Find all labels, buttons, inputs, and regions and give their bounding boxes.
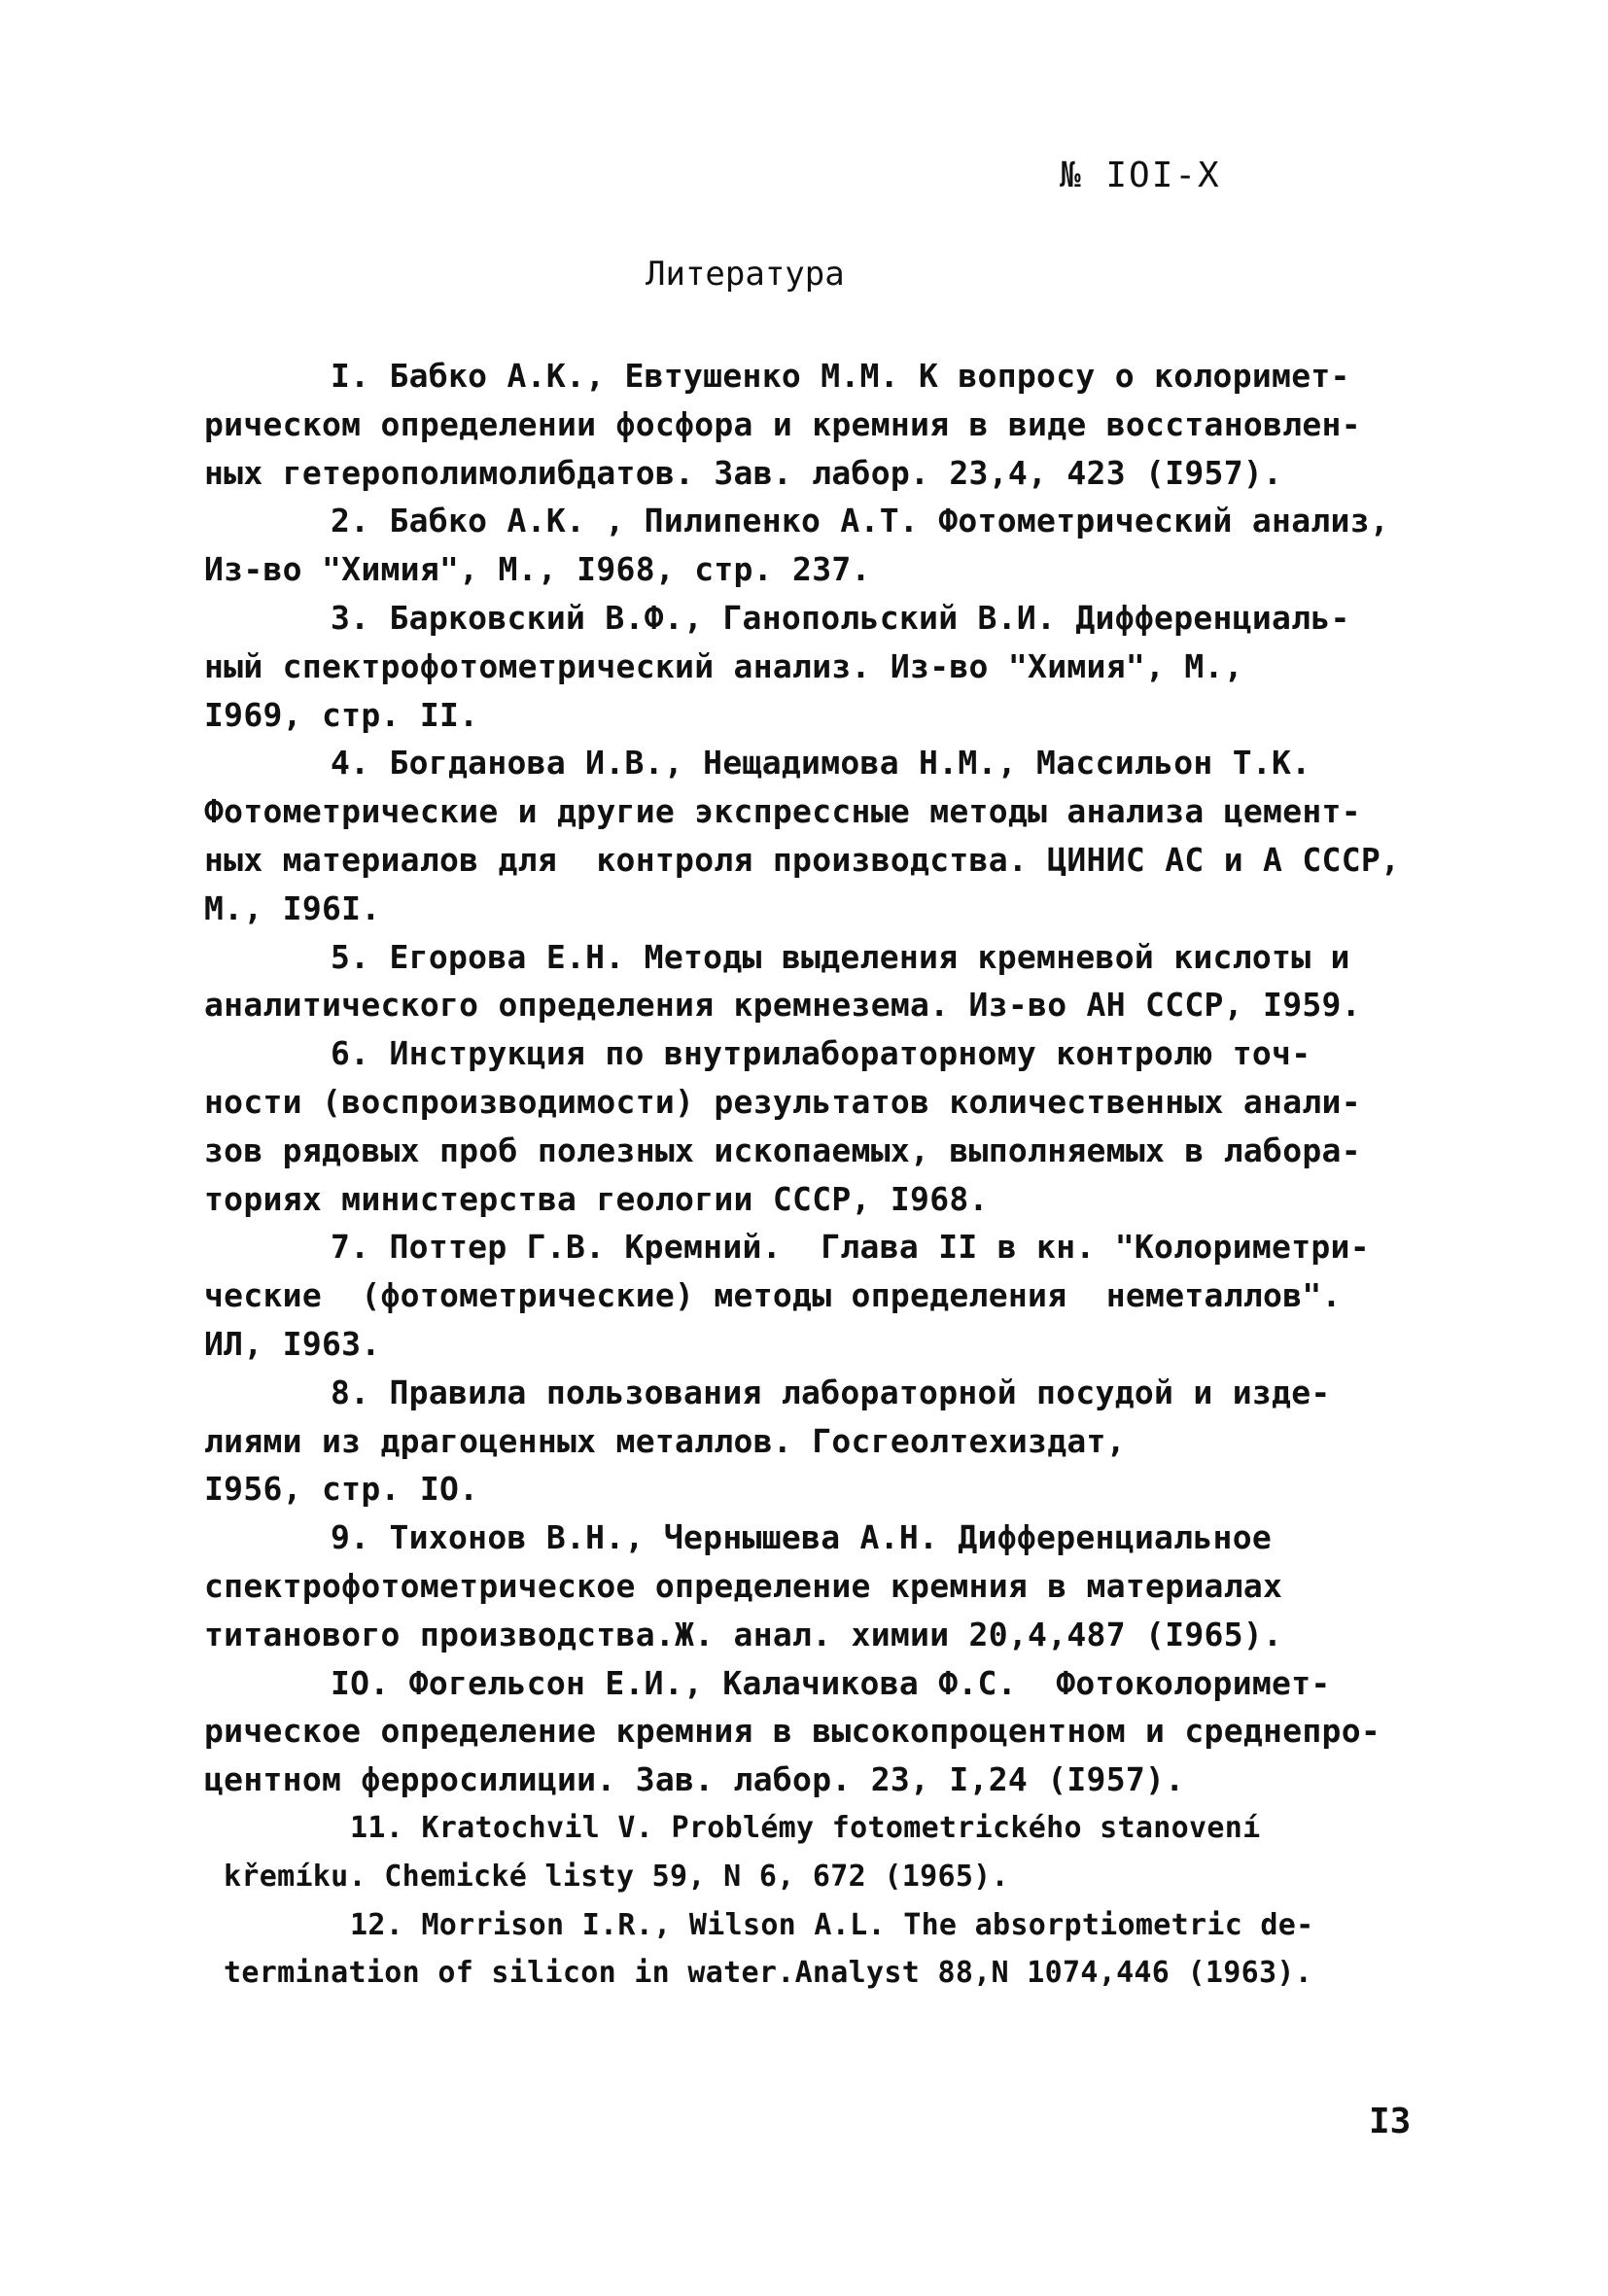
reference-item bbox=[204, 739, 1468, 932]
reference-item bbox=[204, 1659, 1468, 1804]
reference-line: центном ферросилиции. Зав. лабор. 23, I,24 (I957). bbox=[204, 1760, 1185, 1799]
reference-line: 11. Kratochvil V. Problémy fotometrického stanovení bbox=[350, 1810, 1261, 1845]
reference-line: 5. Егорова Е.Н. Методы выделения кремневой кислоты и bbox=[331, 937, 1350, 976]
reference-item bbox=[204, 352, 1468, 497]
reference-line: I969, стр. II. bbox=[204, 695, 479, 734]
reference-line: рическом определении фосфора и кремния в виде восстановлен- bbox=[204, 404, 1361, 443]
reference-line: аналитического определения кремнезема. Из-во АН СССР, I959. bbox=[204, 986, 1361, 1025]
reference-item bbox=[204, 1804, 1468, 1901]
reference-line: спектрофотометрическое определение кремния в материалах bbox=[204, 1566, 1283, 1605]
reference-line: 6. Инструкция по внутрилабораторному контролю точ- bbox=[331, 1034, 1311, 1073]
reference-line: рическое определение кремния в высокопроцентном и среднепро- bbox=[204, 1712, 1381, 1751]
reference-line: ности (воспроизводимости) результатов количественных анали- bbox=[204, 1082, 1361, 1121]
reference-item bbox=[204, 1223, 1468, 1368]
reference-line: křemíku. Chemické listy 59, N 6, 672 (1965). bbox=[224, 1859, 1009, 1894]
reference-line: I. Бабко А.К., Евтушенко М.М. К вопросу о колоримет- bbox=[331, 357, 1350, 395]
reference-line: Из-во "Химия", М., I968, стр. 237. bbox=[204, 550, 871, 589]
reference-line: 3. Барковский В.Ф., Ганопольский В.И. Дифференциаль- bbox=[331, 598, 1350, 637]
reference-line: ный спектрофотометрический анализ. Из-во "Химия", М., bbox=[204, 646, 1243, 685]
reference-line: 2. Бабко А.К. , Пилипенко А.Т. Фотометрический анализ, bbox=[331, 502, 1390, 540]
reference-line: ческие (фотометрические) методы определения неметаллов". bbox=[204, 1276, 1342, 1315]
reference-line: 12. Morrison I.R., Wilson A.L. The absorptiometric de- bbox=[350, 1907, 1314, 1942]
reference-line: termination of silicon in water.Analyst 88,N 1074,446 (1963). bbox=[224, 1956, 1313, 1991]
page-number: I3 bbox=[1369, 2102, 1412, 2141]
reference-item bbox=[204, 933, 1468, 1030]
reference-item bbox=[204, 497, 1468, 594]
document-number: № IOI-X bbox=[1060, 156, 1221, 195]
reference-item bbox=[204, 1901, 1468, 1999]
reference-line: 8. Правила пользования лабораторной посудой и изде- bbox=[331, 1373, 1331, 1411]
reference-item bbox=[204, 1029, 1468, 1223]
reference-line: ИЛ, I963. bbox=[204, 1324, 381, 1363]
reference-item bbox=[204, 594, 1468, 739]
reference-line: ториях министерства геологии СССР, I968. bbox=[204, 1179, 989, 1218]
reference-item bbox=[204, 1513, 1468, 1658]
reference-line: лиями из драгоценных металлов. Госгеолтехиздат, bbox=[204, 1421, 1126, 1460]
reference-line: I956, стр. IO. bbox=[204, 1470, 479, 1509]
reference-line: 7. Поттер Г.В. Кремний. Глава II в кн. "Колориметри- bbox=[331, 1228, 1370, 1267]
reference-line: ных материалов для контроля производства. ЦИНИС АС и А СССР, bbox=[204, 840, 1401, 879]
reference-line: 9. Тихонов В.Н., Чернышева А.Н. Дифференциальное bbox=[331, 1518, 1273, 1557]
reference-line: IO. Фогельсон Е.И., Калачикова Ф.С. Фотоколоримет- bbox=[331, 1663, 1331, 1702]
reference-list bbox=[204, 352, 1468, 1998]
reference-line: зов рядовых проб полезных ископаемых, выполняемых в лабора- bbox=[204, 1131, 1361, 1169]
reference-line: Фотометрические и другие экспрессные методы анализа цемент- bbox=[204, 792, 1361, 831]
reference-line: М., I96I. bbox=[204, 888, 381, 927]
reference-line: титанового производства.Ж. анал. химии 20,4,487 (I965). bbox=[204, 1615, 1283, 1653]
reference-line: 4. Богданова И.В., Нещадимова Н.М., Массильон Т.К. bbox=[331, 744, 1311, 783]
reference-item bbox=[204, 1369, 1468, 1513]
page-title: Литература bbox=[646, 255, 845, 294]
reference-line: ных гетерополимолибдатов. Зав. лабор. 23,4, 423 (I957). bbox=[204, 453, 1283, 492]
